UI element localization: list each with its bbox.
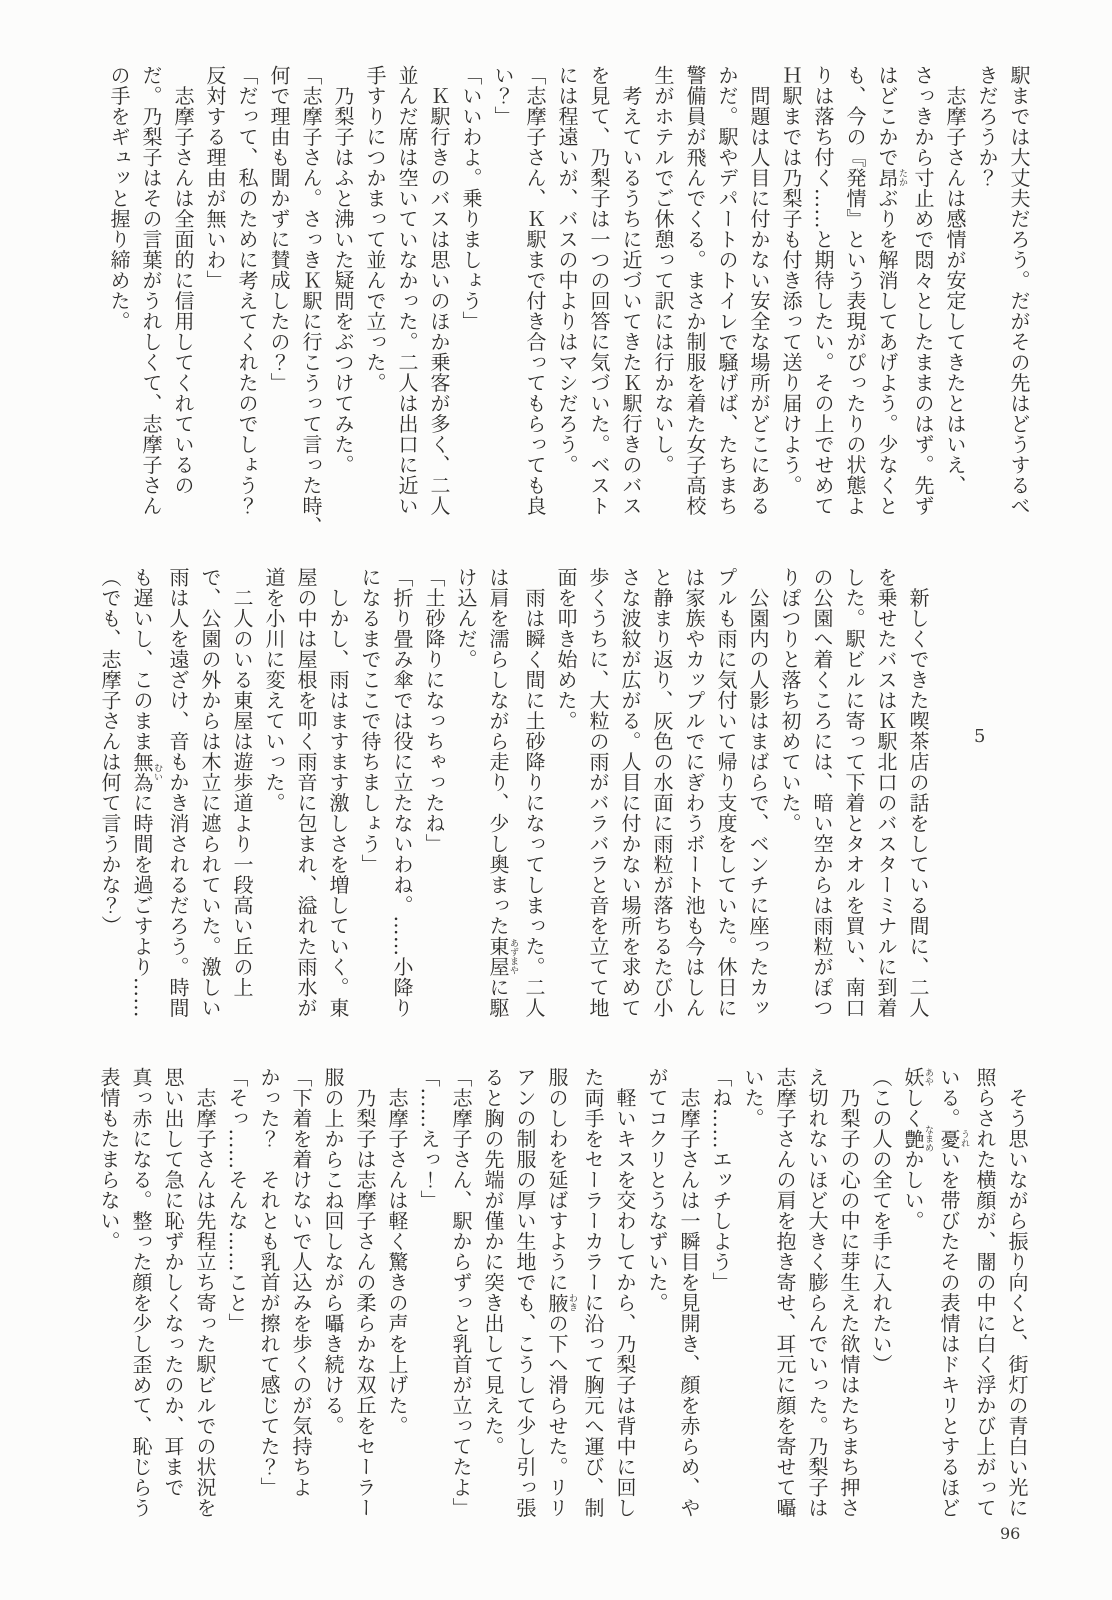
text-column: で、公園の外からは木立に遮られていた。激しい bbox=[198, 567, 222, 1018]
text-column: 志摩子さんは一瞬目を見開き、顔を赤らめ、や bbox=[677, 1067, 701, 1518]
text-column: 手すりにつかまって並んで立った。 bbox=[363, 65, 387, 393]
text-column: 照らされた横顔が、闇の中に白く浮かび上がって bbox=[973, 1067, 997, 1518]
text-column: 警備員が飛んでくる。まさか制服を着た女子高校 bbox=[683, 65, 707, 516]
text-column: いる。憂うれいを帯びたその表情はドキリとするほど bbox=[937, 1067, 969, 1518]
text-column: 服の上からこね回しながら囁き続ける。 bbox=[321, 1067, 345, 1436]
text-column: 「下着を着けないで人込みを歩くのが気持ちよ bbox=[289, 1067, 313, 1498]
text-column: 考えているうちに近づいてきたＫ駅行きのバス bbox=[619, 65, 643, 516]
text-column: 何で理由も聞かずに賛成したの？」 bbox=[267, 65, 291, 393]
text-column: 表情もたまらない。 bbox=[97, 1067, 121, 1252]
text-column: 乃梨子はふと沸いた疑問をぶつけてみた。 bbox=[331, 65, 355, 475]
text-column: も遅いし、このまま無為むいに時間を過ごすより…… bbox=[130, 567, 162, 1018]
text-column: 「折り畳み傘では役に立たないわね。……小降り bbox=[390, 567, 414, 1018]
text-column: した。駅ビルに寄って下着とタオルを買い、南口 bbox=[842, 567, 866, 1018]
text-column: かだ。駅やデパートのトイレで騒げば、たちまち bbox=[715, 65, 739, 516]
text-column: 道を小川に変えていった。 bbox=[262, 567, 286, 813]
text-column: 妖あやしく艶なまめかしい。 bbox=[901, 1067, 933, 1231]
text-column: の公園へ着くころには、暗い空からは雨粒がぽつ bbox=[810, 567, 834, 1018]
text-column: 「……えっ！」 bbox=[417, 1067, 441, 1211]
text-column: を見て、乃梨子は一つの回答に気づいた。ベスト bbox=[587, 65, 611, 516]
text-band-bottom bbox=[93, 1067, 1033, 1517]
text-column: 「いいわよ。乗りましょう」 bbox=[459, 65, 483, 332]
text-column: は肩を濡らしながら走り、少し奥まった東屋あずまやに駆 bbox=[486, 567, 518, 1018]
text-column: Ｈ駅までは乃梨子も付き添って送り届けよう。 bbox=[779, 65, 803, 496]
text-column: には程遠いが、バスの中よりはマシだろう。 bbox=[555, 65, 579, 475]
text-column: 志摩子さんは軽く驚きの声を上げた。 bbox=[385, 1067, 409, 1436]
page-number: 96 bbox=[1000, 1524, 1021, 1543]
text-column: 志摩子さんは全面的に信用してくれているの bbox=[171, 65, 195, 496]
text-column: 乃梨子は志摩子さんの柔らかな双丘をセーラー bbox=[353, 1067, 377, 1518]
text-column: 志摩子さんの肩を抱き寄せ、耳元に顔を寄せて囁 bbox=[773, 1067, 797, 1518]
text-column: 「だって、私のために考えてくれたのでしょう？ bbox=[235, 65, 259, 516]
text-column: がてコクリとうなずいた。 bbox=[645, 1067, 669, 1313]
text-band-top bbox=[103, 65, 1035, 537]
text-column: 軽いキスを交わしてから、乃梨子は背中に回し bbox=[613, 1067, 637, 1518]
text-column: きだろうか？ bbox=[975, 65, 999, 188]
text-column: かった？ それとも乳首が擦れて感じてた？」 bbox=[257, 1067, 281, 1498]
text-column: 志摩子さんは感情が安定してきたとはいえ、 bbox=[943, 65, 967, 496]
text-column: 乃梨子の心の中に芽生えた欲情はたちまち押さ bbox=[837, 1067, 861, 1518]
text-column: いた。 bbox=[741, 1067, 765, 1129]
text-column: と静まり返り、灰色の水面に雨粒が落ちるたび小 bbox=[650, 567, 674, 1018]
text-column: 「ね……エッチしよう」 bbox=[709, 1067, 733, 1293]
text-column: 反対する理由が無いわ」 bbox=[203, 65, 227, 291]
section-number: 5 bbox=[974, 726, 986, 747]
text-column: 面を叩き始めた。 bbox=[554, 567, 578, 731]
text-column: 二人のいる東屋は遊歩道より一段高い丘の上 bbox=[230, 567, 254, 998]
text-column: 「志摩子さん、Ｋ駅まで付き合ってもらっても良 bbox=[523, 65, 547, 516]
text-column: だ。乃梨子はその言葉がうれしくて、志摩子さん bbox=[139, 65, 163, 516]
text-column: 「志摩子さん、駅からずっと乳首が立ってたよ」 bbox=[449, 1067, 473, 1518]
text-column: 新しくできた喫茶店の話をしている間に、二人 bbox=[906, 567, 930, 1018]
text-column: 問題は人目に付かない安全な場所がどこにある bbox=[747, 65, 771, 516]
text-column: 歩くうちに、大粒の雨がバラバラと音を立てて地 bbox=[586, 567, 610, 1018]
text-column: はどこかで昂たかぶりを解消してあげよう。少なくと bbox=[875, 65, 907, 516]
text-column: 屋の中は屋根を叩く雨音に包まれ、溢れた雨水が bbox=[294, 567, 318, 1018]
text-column: （でも、志摩子さんは何て言うかな？） bbox=[98, 567, 122, 936]
text-column: Ｋ駅行きのバスは思いのほか乗客が多く、二人 bbox=[427, 65, 451, 516]
text-column: の手をギュッと握り締めた。 bbox=[107, 65, 131, 332]
text-column: 公園内の人影はまばらで、ベンチに座ったカッ bbox=[746, 567, 770, 1018]
text-column: りは落ち付く……と期待したい。その上でせめて bbox=[811, 65, 835, 516]
text-column: になるまでここで待ちましょう」 bbox=[358, 567, 382, 875]
text-column: さな波紋が広がる。人目に付かない場所を求めて bbox=[618, 567, 642, 1018]
text-column: さっきから寸止めで悶々としたままのはず。先ず bbox=[911, 65, 935, 516]
text-column: は家族やカップルでにぎわうボート池も今はしん bbox=[682, 567, 706, 1018]
text-column: 真っ赤になる。整った顔を少し歪めて、恥じらう bbox=[129, 1067, 153, 1518]
text-column: を乗せたバスはＫ駅北口のバスターミナルに到着 bbox=[874, 567, 898, 1018]
text-column: 「そっ……そんな……こと」 bbox=[225, 1067, 249, 1334]
text-column: 「土砂降りになっちゃったね」 bbox=[422, 567, 446, 854]
text-column: （この人の全てを手に入れたい） bbox=[869, 1067, 893, 1375]
text-column: い？」 bbox=[491, 65, 515, 127]
text-column: 思い出して急に恥ずかしくなったのか、耳まで bbox=[161, 1067, 185, 1498]
text-band-middle bbox=[94, 567, 934, 1017]
text-column: も、今の『発情』という表現がぴったりの状態よ bbox=[843, 65, 867, 516]
text-column: ると胸の先端が僅かに突き出して見えた。 bbox=[481, 1067, 505, 1457]
text-column: 駅までは大丈夫だろう。だがその先はどうするべ bbox=[1007, 65, 1031, 516]
text-column: アンの制服の厚い生地でも、こうして少し引っ張 bbox=[513, 1067, 537, 1518]
text-column: 服のしわを延ばすように腋わきの下へ滑らせた。リリ bbox=[545, 1067, 577, 1518]
text-column: そう思いながら振り向くと、街灯の青白い光に bbox=[1005, 1067, 1029, 1518]
text-column: 雨は人を遠ざけ、音もかき消されるだろう。時間 bbox=[166, 567, 190, 1018]
text-column: け込んだ。 bbox=[454, 567, 478, 670]
text-column: 並んだ席は空いていなかった。二人は出口に近い bbox=[395, 65, 419, 516]
text-column: プルも雨に気付いて帰り支度をしていた。休日に bbox=[714, 567, 738, 1018]
text-column: え切れないほど大きく膨らんでいった。乃梨子は bbox=[805, 1067, 829, 1518]
text-column: 雨は瞬く間に土砂降りになってしまった。二人 bbox=[522, 567, 546, 1018]
text-column: 「志摩子さん。さっきＫ駅に行こうって言った時、 bbox=[299, 65, 323, 537]
text-column: りぽつりと落ち初めていた。 bbox=[778, 567, 802, 834]
text-column: しかし、雨はますます激しさを増していく。東 bbox=[326, 567, 350, 1018]
text-column: 志摩子さんは先程立ち寄った駅ビルでの状況を bbox=[193, 1067, 217, 1518]
text-column: た両手をセーラーカラーに沿って胸元へ運び、制 bbox=[581, 1067, 605, 1518]
text-column: 生がホテルでご休憩って訳には行かないし。 bbox=[651, 65, 675, 475]
